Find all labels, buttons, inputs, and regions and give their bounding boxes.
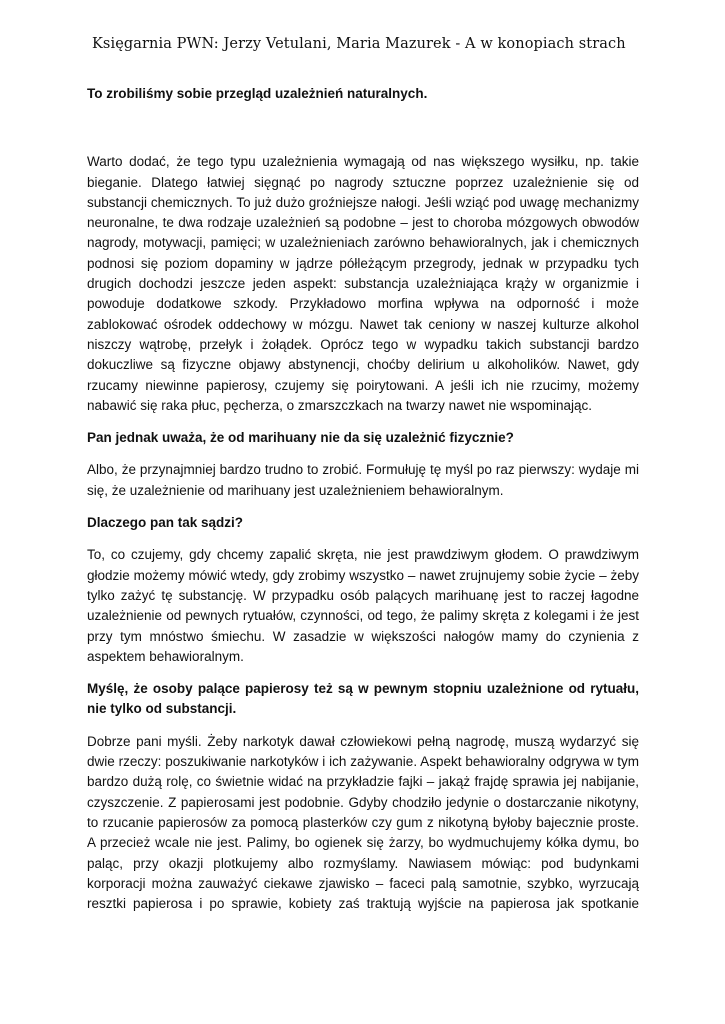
answer-paragraph: Warto dodać, że tego typu uzależnienia wymagają od nas większego wysiłku, np. takie bieganie. Dlatego łatwiej sięgnąć po nagrody sztuczne poprzez uzależnienie się od substancji chemicznych. To już dużo groźniejsze nałogi. Jeśli wziąć pod uwagę mechanizmy neuronalne, te dwa rodzaje uzależnień są podobne – jest to choroba mózgowych obwodów nagrody, motywacji, pamięci; w uzależnieniach zarówno behawioralnych, jak i chemicznych podnosi się poziom dopaminy w jądrze półleżącym przegrody, jednak w przypadku tych drugich dochodzi jeszcze jeden aspekt: substancja uzależniająca krąży w organizmie i powoduje dodatkowe szkody. Przykładowo morfina wpływa na odporność i może zablokować ośrodek oddechowy w mózgu. Nawet tak ceniony w naszej kulturze alkohol niszczy wątrobę, przełyk i żołądek. Oprócz tego w wypadku takich substancji bardzo dokuczliwe są fizyczne objawy abstynencji, choćby delirium u alkoholików. Nawet, gdy rzucamy niewinne papierosy, czujemy się poirytowani. A jeśli ich nie rzucimy, możemy nabawić się raka płuc, pęcherza, o zmarszczkach na twarzy nawet nie wspominając. [87, 154, 639, 413]
interview-question: Myślę, że osoby palące papierosy też są w pewnym stopniu uzależnione od rytuału, nie tylko od substancji. [87, 681, 639, 717]
interview-question: Pan jednak uważa, że od marihuany nie da się uzależnić fizycznie? [87, 430, 514, 446]
interview-question: Dlaczego pan tak sądzi? [87, 515, 244, 531]
answer-paragraph: Albo, że przynajmniej bardzo trudno to zrobić. Formułuję tę myśl po raz pierwszy: wydaje mi się, że uzależnienie od marihuany jest uzależnieniem behawioralnym. [87, 462, 639, 498]
running-header: Księgarnia PWN: Jerzy Vetulani, Maria Mazurek - A w konopiach strach [92, 36, 626, 52]
answer-paragraph: Dobrze pani myśli. Żeby narkotyk dawał człowiekowi pełną nagrodę, muszą wydarzyć się dwie rzeczy: poszukiwanie narkotyków i ich zażywanie. Aspekt behawioralny odgrywa w tym bardzo dużą rolę, co świetnie widać na przykładzie fajki – jakąż frajdę sprawia jej nabijanie, czyszczenie. Z papierosami jest podobnie. Gdyby chodziło jedynie o dostarczanie nikotyny, to rzucanie papierosów za pomocą plasterków czy gum z nikotyną byłoby bajecznie proste. A przecież wcale nie jest. Palimy, bo ogienek się żarzy, bo wydmuchujemy kółka dymu, bo paląc, przy okazji plotkujemy albo rozmyślamy. Nawiasem mówiąc: pod budynkami korporacji można zauważyć ciekawe zjawisko – faceci palą samotnie, szybko, wyrzucają resztki papierosa i po sprawie, kobiety zaś traktują wyjście na papierosa jak spotkanie [87, 733, 639, 912]
intro-question: To zrobiliśmy sobie przegląd uzależnień naturalnych. [87, 86, 428, 101]
article-body [87, 84, 639, 914]
spacer [87, 104, 639, 152]
answer-paragraph: To, co czujemy, gdy chcemy zapalić skręta, nie jest prawdziwym głodem. O prawdziwym głodzie możemy mówić wtedy, gdy zrobimy wszystko – nawet zrujnujemy sobie życie – żeby tylko zażyć tę substancję. W przypadku osób palących marihuanę jest to raczej łagodne uzależnienie od pewnych rytuałów, czynności, od tego, że palimy skręta z kolegami i że jest przy tym mnóstwo śmiechu. W zasadzie w większości nałogów mamy do czynienia z aspektem behawioralnym. [87, 547, 639, 664]
